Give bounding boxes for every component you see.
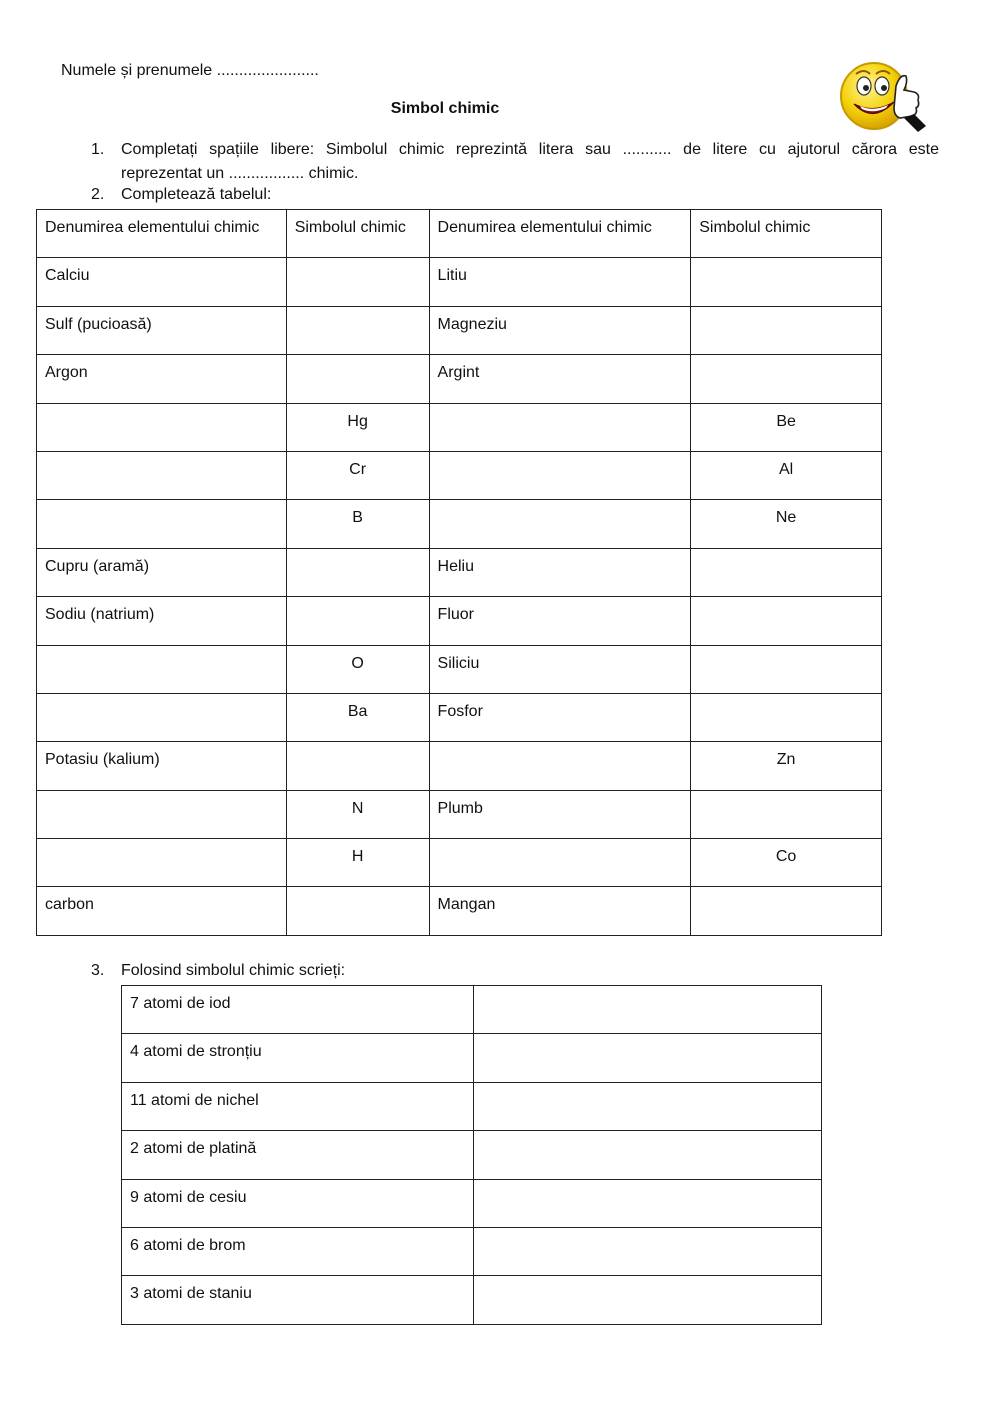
element-name-cell[interactable] [37,500,287,548]
symbol-cell[interactable]: Al [691,451,882,499]
table-row [37,258,882,306]
table-row [37,645,882,693]
question-1-line-2: reprezentat un ................. chimic. [121,165,359,182]
symbol-cell[interactable] [286,306,429,354]
table-row [37,451,882,499]
question-1-line-1: Completați spațiile libere: Simbolul chimic reprezintă litera sau ........... de litere cu ajutorul cărora este [121,141,939,158]
table-row [37,306,882,354]
symbol-cell[interactable]: O [286,645,429,693]
element-name-cell[interactable]: Argon [37,355,287,403]
symbol-cell[interactable] [691,887,882,935]
question-3-text: Folosind simbolul chimic scrieți: [121,962,346,979]
table-row [37,500,882,548]
element-name-cell[interactable]: Sulf (pucioasă) [37,306,287,354]
symbol-cell[interactable]: B [286,500,429,548]
element-name-cell[interactable]: Mangan [429,887,691,935]
element-name-cell[interactable] [429,451,691,499]
table-header-row [37,210,882,258]
atoms-label-cell: 4 atomi de stronțiu [122,1034,474,1082]
answer-cell[interactable] [473,1276,821,1324]
symbol-cell[interactable]: Ne [691,500,882,548]
atoms-label-cell: 11 atomi de nichel [122,1082,474,1130]
symbol-cell[interactable] [286,258,429,306]
element-name-cell[interactable] [429,500,691,548]
answer-cell[interactable] [473,1034,821,1082]
element-name-cell[interactable] [429,403,691,451]
element-name-cell[interactable]: carbon [37,887,287,935]
symbol-cell[interactable] [691,645,882,693]
header-element-name-1: Denumirea elementului chimic [37,210,287,258]
symbol-cell[interactable] [691,597,882,645]
question-2-number: 2. [91,186,105,203]
atoms-label-cell: 3 atomi de staniu [122,1276,474,1324]
symbol-cell[interactable] [691,548,882,596]
question-1 [91,138,939,186]
element-name-cell[interactable]: Siliciu [429,645,691,693]
element-name-cell[interactable]: Magneziu [429,306,691,354]
atoms-table [121,985,822,1325]
table-row [37,548,882,596]
element-name-cell[interactable] [37,839,287,887]
element-name-cell[interactable]: Fluor [429,597,691,645]
table-row [122,1131,822,1179]
table-row [122,1034,822,1082]
element-name-cell[interactable]: Calciu [37,258,287,306]
symbol-cell[interactable] [691,693,882,741]
table-row [122,1276,822,1324]
element-name-cell[interactable] [37,693,287,741]
symbol-cell[interactable]: Hg [286,403,429,451]
table-row [122,986,822,1034]
symbol-cell[interactable] [286,548,429,596]
table-row [37,403,882,451]
symbol-cell[interactable] [691,306,882,354]
table-row [37,839,882,887]
question-2 [91,186,271,204]
symbol-cell[interactable]: Be [691,403,882,451]
symbol-cell[interactable]: Zn [691,742,882,790]
element-name-cell[interactable] [429,742,691,790]
element-name-cell[interactable] [37,790,287,838]
question-3 [91,962,345,980]
symbol-cell[interactable]: Co [691,839,882,887]
element-name-cell[interactable]: Plumb [429,790,691,838]
header-element-name-2: Denumirea elementului chimic [429,210,691,258]
element-name-cell[interactable] [37,645,287,693]
table-row [37,597,882,645]
symbol-cell[interactable]: H [286,839,429,887]
atoms-label-cell: 2 atomi de platină [122,1131,474,1179]
atoms-label-cell: 6 atomi de brom [122,1227,474,1275]
table-row [37,887,882,935]
page-title: Simbol chimic [390,100,500,117]
table-row [122,1227,822,1275]
table-row [37,693,882,741]
symbol-cell[interactable] [286,887,429,935]
answer-cell[interactable] [473,1227,821,1275]
question-3-number: 3. [91,962,105,979]
symbol-cell[interactable] [286,597,429,645]
element-name-cell[interactable] [37,451,287,499]
table-row [37,742,882,790]
element-name-cell[interactable]: Heliu [429,548,691,596]
question-2-text: Completează tabelul: [121,186,272,203]
symbol-cell[interactable] [691,355,882,403]
element-name-cell[interactable]: Litiu [429,258,691,306]
elements-table [36,209,882,936]
table-row [37,790,882,838]
name-line: Numele și prenumele ....................... [61,62,319,79]
symbol-cell[interactable]: Cr [286,451,429,499]
header-symbol-2: Simbolul chimic [691,210,882,258]
answer-cell[interactable] [473,1131,821,1179]
table-row [122,1179,822,1227]
question-1-number: 1. [91,141,105,158]
header-symbol-1: Simbolul chimic [286,210,429,258]
symbol-cell[interactable] [286,742,429,790]
answer-cell[interactable] [473,986,821,1034]
table-row [122,1082,822,1130]
symbol-cell[interactable]: N [286,790,429,838]
element-name-cell[interactable] [429,839,691,887]
symbol-cell[interactable] [691,790,882,838]
atoms-label-cell: 9 atomi de cesiu [122,1179,474,1227]
element-name-cell[interactable]: Fosfor [429,693,691,741]
symbol-cell[interactable] [691,258,882,306]
element-name-cell[interactable]: Potasiu (kalium) [37,742,287,790]
element-name-cell[interactable]: Cupru (aramă) [37,548,287,596]
thumbs-up-smiley-icon [836,56,928,136]
element-name-cell[interactable] [37,403,287,451]
symbol-cell[interactable]: Ba [286,693,429,741]
answer-cell[interactable] [473,1179,821,1227]
element-name-cell[interactable]: Sodiu (natrium) [37,597,287,645]
table-row [37,355,882,403]
symbol-cell[interactable] [286,355,429,403]
answer-cell[interactable] [473,1082,821,1130]
element-name-cell[interactable]: Argint [429,355,691,403]
atoms-label-cell: 7 atomi de iod [122,986,474,1034]
